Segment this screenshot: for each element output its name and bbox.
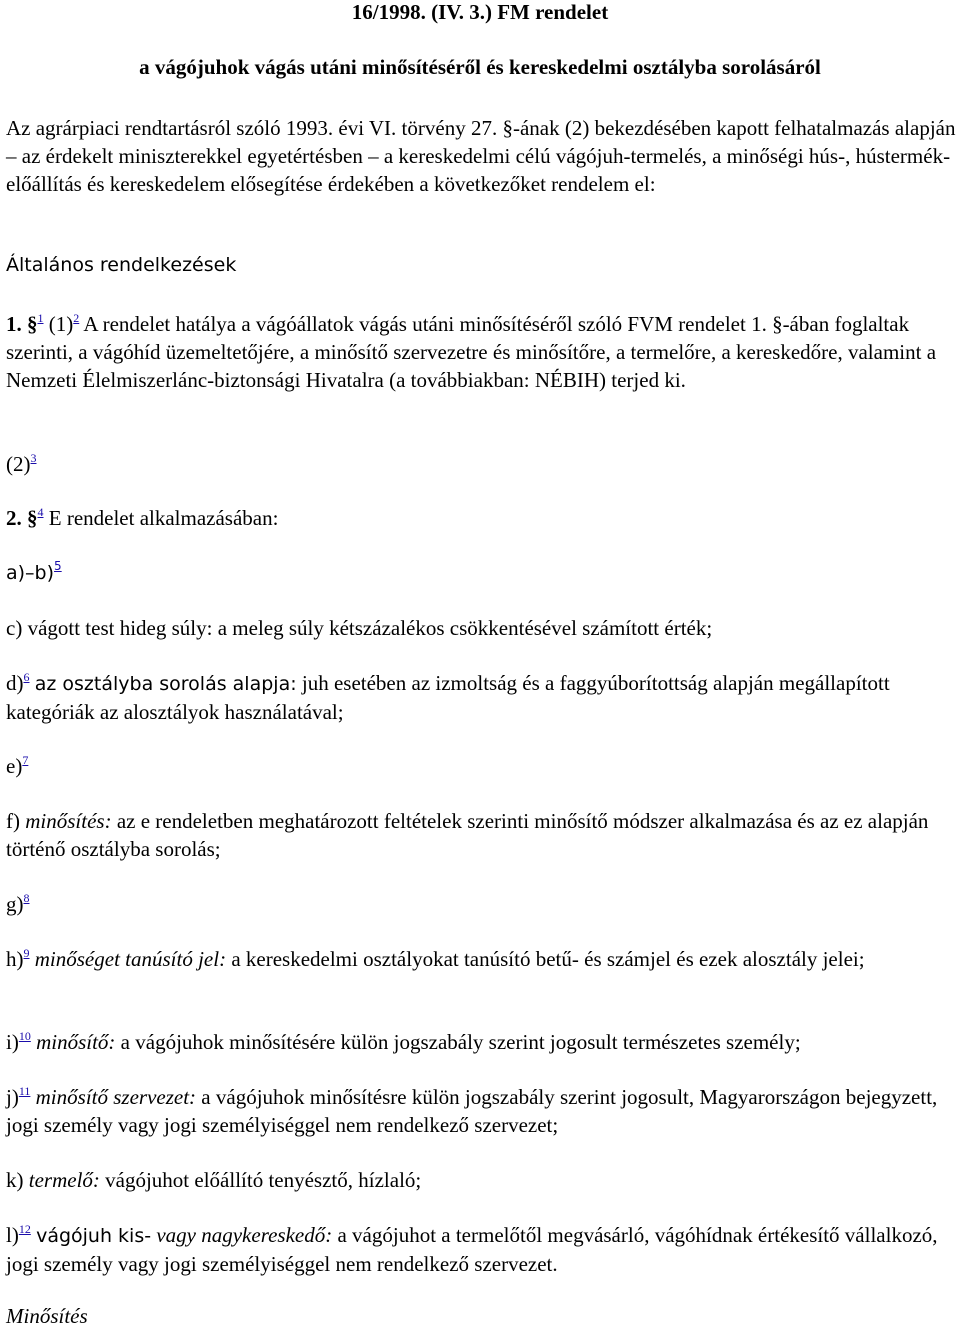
- definition-l: [6, 1221, 956, 1278]
- section-1-paragraph-1: [6, 310, 956, 394]
- definition-k: [6, 1166, 956, 1194]
- term: vagy nagykereskedő:: [156, 1223, 333, 1247]
- preamble: Az agrárpiaci rendtartásról szóló 1993. évi VI. törvény 27. §-ának (2) bekezdésében kapott felhatalmazás alapján – az érdekelt miniszterekkel egyetértésben – a kereskedelmi célú vágójuh-termelés, a minőségi hús-, hústermék-előállítás és kereskedelem elősegítése érdekében a következőket rendelem el:: [6, 116, 956, 196]
- document-title: 16/1998. (IV. 3.) FM rendelet: [351, 0, 609, 24]
- section-number: 1. §: [6, 312, 38, 336]
- section-heading-text: Minősítés: [6, 1304, 88, 1328]
- definition-a-b: [6, 559, 956, 587]
- item-label: d): [6, 671, 24, 695]
- paragraph-number: (1): [48, 312, 74, 336]
- footnote-link[interactable]: 6: [23, 670, 30, 684]
- term: minősítő:: [36, 1030, 116, 1054]
- footnote-link[interactable]: 9: [23, 946, 30, 960]
- term: minősítés:: [25, 809, 112, 833]
- footnote-link[interactable]: 10: [18, 1029, 31, 1043]
- item-label: l): [6, 1223, 19, 1247]
- item-label: e): [6, 754, 23, 778]
- item-text: az osztályba sorolás alapja:: [34, 673, 297, 695]
- item-label: j): [6, 1085, 19, 1109]
- section-2-intro: [6, 504, 956, 532]
- paragraph-text: A rendelet hatálya a vágóállatok vágás utáni minősítéséről szóló FVM rendelet 1. §-ában foglaltak szerinti, a vágóhíd üzemeltetőjére, a minősítő szervezetre és minősítőre, a termelőre, a kereskedőre, valamint a Nemzeti Élelmiszerlánc-biztonsági Hivatalra (a továbbiakban: NÉBIH) terjed ki.: [6, 312, 937, 392]
- item-text: a kereskedelmi osztályokat tanúsító betű- és számjel és ezek alosztály jelei;: [231, 947, 865, 971]
- item-label: h): [6, 947, 24, 971]
- footnote-link[interactable]: 8: [23, 891, 30, 905]
- item-text: a vágójuhot a termelőtől megvásárló, vágóhídnak értékesítő vállalkozó, jogi személy vagy jogi személyiséggel nem rendelkező szervezet.: [6, 1223, 938, 1276]
- term: minőséget tanúsító jel:: [34, 947, 227, 971]
- item-text: juh esetében az izmoltság és a faggyúborítottság alapján megállapított kategóriák az alosztályok használatával;: [6, 671, 890, 724]
- definition-j: [6, 1083, 956, 1139]
- paragraph-text: E rendelet alkalmazásában:: [48, 506, 279, 530]
- term: minősítő szervezet:: [35, 1085, 197, 1109]
- section-1-paragraph-2: [6, 450, 956, 478]
- footnote-link[interactable]: 2: [73, 311, 80, 325]
- definition-g: [6, 890, 956, 918]
- item-text: vágójuhot előállító tenyésztő, hízlaló;: [105, 1168, 422, 1192]
- paragraph-number: (2): [6, 452, 31, 476]
- item-text: a vágójuhok minősítésére külön jogszabály szerint jogosult természetes személy;: [120, 1030, 801, 1054]
- item-label: f): [6, 809, 20, 833]
- item-label: i): [6, 1030, 19, 1054]
- definition-f: [6, 807, 956, 863]
- document-subtitle: a vágójuhok vágás utáni minősítéséről és kereskedelmi osztályba sorolásáról: [139, 55, 821, 79]
- item-label: g): [6, 892, 24, 916]
- item-label: a)–b): [6, 562, 55, 584]
- footnote-link[interactable]: 4: [37, 505, 44, 519]
- item-text: vágójuh kis-: [36, 1225, 152, 1247]
- definition-i: [6, 1028, 956, 1056]
- footnote-link[interactable]: 5: [54, 559, 62, 573]
- footnote-link[interactable]: 12: [18, 1222, 31, 1236]
- definition-h: [6, 945, 956, 973]
- item-label: k): [6, 1168, 24, 1192]
- term: termelő:: [28, 1168, 100, 1192]
- definition-e: [6, 752, 956, 780]
- section-heading-qualification: [6, 1302, 956, 1330]
- footnote-link[interactable]: 1: [37, 311, 44, 325]
- footnote-link[interactable]: 7: [22, 753, 29, 767]
- section-number: 2. §: [6, 506, 38, 530]
- item-text: a vágójuhok minősítésre külön jogszabály szerint jogosult, Magyarországon bejegyzett, jogi személy vagy jogi személyiséggel nem rendelkező szervezet;: [6, 1085, 938, 1137]
- footnote-link[interactable]: 3: [30, 451, 37, 465]
- item-text: az e rendeletben meghatározott feltételek szerinti minősítő módszer alkalmazása és az ez alapján történő osztályba sorolás;: [6, 809, 929, 861]
- section-heading-general: Általános rendelkezések: [6, 254, 237, 276]
- definition-c: c) vágott test hideg súly: a meleg súly kétszázalékos csökkentésével számított érték;: [6, 616, 713, 640]
- footnote-link[interactable]: 11: [18, 1084, 31, 1098]
- definition-d: [6, 669, 956, 726]
